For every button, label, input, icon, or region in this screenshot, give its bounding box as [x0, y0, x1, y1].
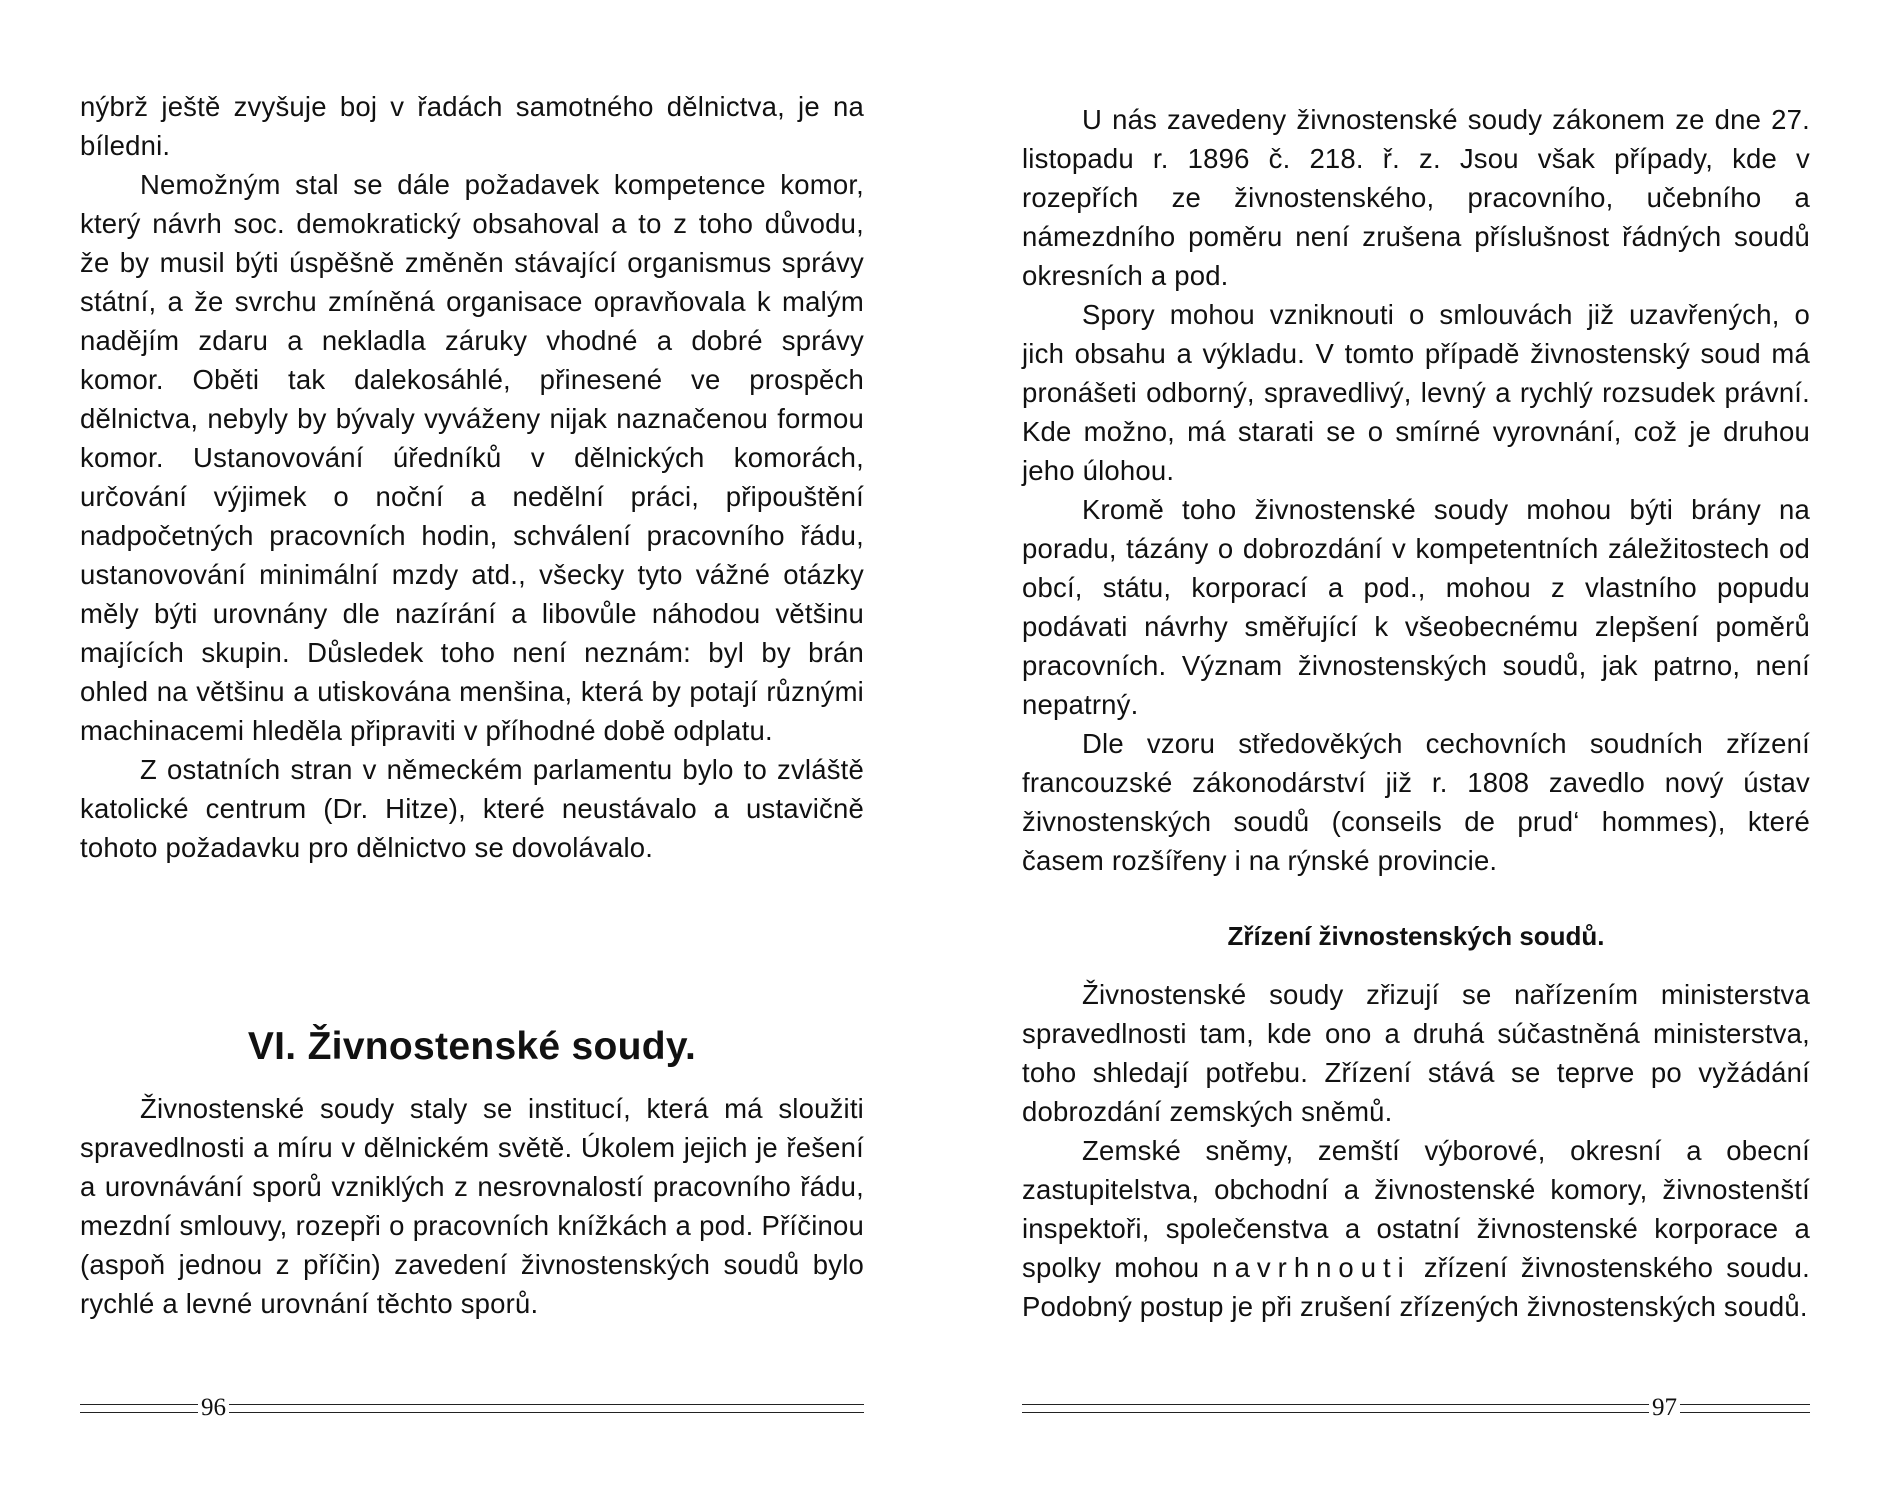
spaced-emphasis: navrhnouti — [1212, 1252, 1411, 1283]
left-paragraph-2: Nemožným stal se dále požadavek kompetence komor, který návrh soc. demokratický obsahoval a to z toho důvodu, že by musil býti úspěšně změněn stávající organismus správy státní, a že svrchu zmíněná organisace opravňovala k malým nadějím zdaru a nekladla záruky vhodné a dobré správy komor. Oběti tak dalekosáhlé, přinesené ve prospěch dělnictva, nebyly by bývaly vyváženy nijak naznačenou formou komor. Ustanovování úředníků v dělnických komorách, určování výjimek o noční a nedělní práci, připouštění nadpočetných pracovních hodin, schválení pracovního řádu, ustanovování minimální mzdy atd., všecky tyto vážné otázky měly býti urovnány dle nazírání a libovůle náhodou většinu majících skupin. Důsledek toho není neznám: byl by brán ohled na většinu a utiskována menšina, která by potají různými machinacemi hleděla připraviti v příhodné době odplatu. — [80, 169, 864, 746]
left-page-text — [80, 87, 864, 867]
left-page-footer — [80, 1394, 864, 1421]
page-number: 96 — [201, 1394, 226, 1421]
left-chapter-text — [80, 1089, 864, 1323]
right-page-footer — [1022, 1394, 1810, 1421]
right-paragraph-1: U nás zavedeny živnostenské soudy zákonem ze dne 27. listopadu r. 1896 č. 218. ř. z. Jsou však případy, kde v rozepřích ze živnostenského, pracovního, učebního a námezdního poměru není zrušena příslušnost řádných soudů okresních a pod. — [1022, 104, 1810, 291]
page-number: 97 — [1652, 1394, 1677, 1421]
section-paragraph-2-end: zřízení živnostenského soudu. Podobný postup je při zrušení zřízených živnostenských soudů. — [1022, 1252, 1810, 1322]
left-paragraph-3: Z ostatních stran v německém parlamentu bylo to zvláště katolické centrum (Dr. Hitze), které neustávalo a ustavičně tohoto požadavku pro dělnictvo se dovolávalo. — [80, 754, 864, 863]
right-page-text — [1022, 100, 1810, 880]
right-section-text — [1022, 975, 1810, 1326]
footer-rule — [229, 1404, 864, 1413]
footer-rule — [1680, 1404, 1810, 1413]
section-paragraph-1: Živnostenské soudy zřizují se nařízením ministerstva spravedlnosti tam, kde ono a druhá súčastněná ministerstva, toho shledají potřebu. Zřízení stává se teprve po vyžádání dobrozdání zemských sněmů. — [1022, 979, 1810, 1127]
left-page — [80, 0, 864, 1500]
section-paragraph-2-start: Zemské sněmy, zemští výborové, okresní a obecní zastupitelstva, obchodní a živnostenské komory, živnostenští inspektoři, společenstva a ostatní živnostenské korporace a spolky mohou — [1022, 1135, 1810, 1283]
right-paragraph-2: Spory mohou vzniknouti o smlouvách již uzavřených, o jich obsahu a výkladu. V tomto případě živnostenský soud má pronášeti odborný, spravedlivý, levný a rychlý rozsudek právní. Kde možno, má starati se o smírné vyrovnání, což je druhou jeho úlohou. — [1022, 299, 1810, 486]
section-paragraph-2 — [1022, 1131, 1810, 1326]
right-paragraph-3: Kromě toho živnostenské soudy mohou býti brány na poradu, tázány o dobrozdání v kompetentních záležitostech od obcí, státu, korporací a pod., mohou z vlastního popudu podávati návrhy směřující k všeobecnému zlepšení poměrů pracovních. Význam živnostenských soudů, jak patrno, není nepatrný. — [1022, 494, 1810, 720]
chapter-heading: VI. Živnostenské soudy. — [247, 1025, 697, 1068]
left-paragraph-1: nýbrž ještě zvyšuje boj v řadách samotného dělnictva, je na bíledni. — [80, 91, 864, 161]
section-heading: Zřízení živnostenských soudů. — [1227, 921, 1605, 951]
right-page — [1022, 0, 1810, 1500]
footer-rule — [80, 1404, 198, 1413]
right-paragraph-4: Dle vzoru středověkých cechovních soudních zřízení francouzské zákonodárství již r. 1808 zavedlo nový ústav živnostenských soudů (conseils de prud‘ hommes), které časem rozšířeny i na rýnské provincie. — [1022, 728, 1810, 876]
footer-rule — [1022, 1404, 1649, 1413]
chapter-paragraph: Živnostenské soudy staly se institucí, která má sloužiti spravedlnosti a míru v dělnickém světě. Úkolem jejich je řešení a urovnávání sporů vzniklých z nesrovnalostí pracovního řádu, mezdní smlouvy, rozepři o pracovních knížkách a pod. Příčinou (aspoň jednou z příčin) zavedení živnostenských soudů bylo rychlé a levné urovnání těchto sporů. — [80, 1093, 864, 1319]
